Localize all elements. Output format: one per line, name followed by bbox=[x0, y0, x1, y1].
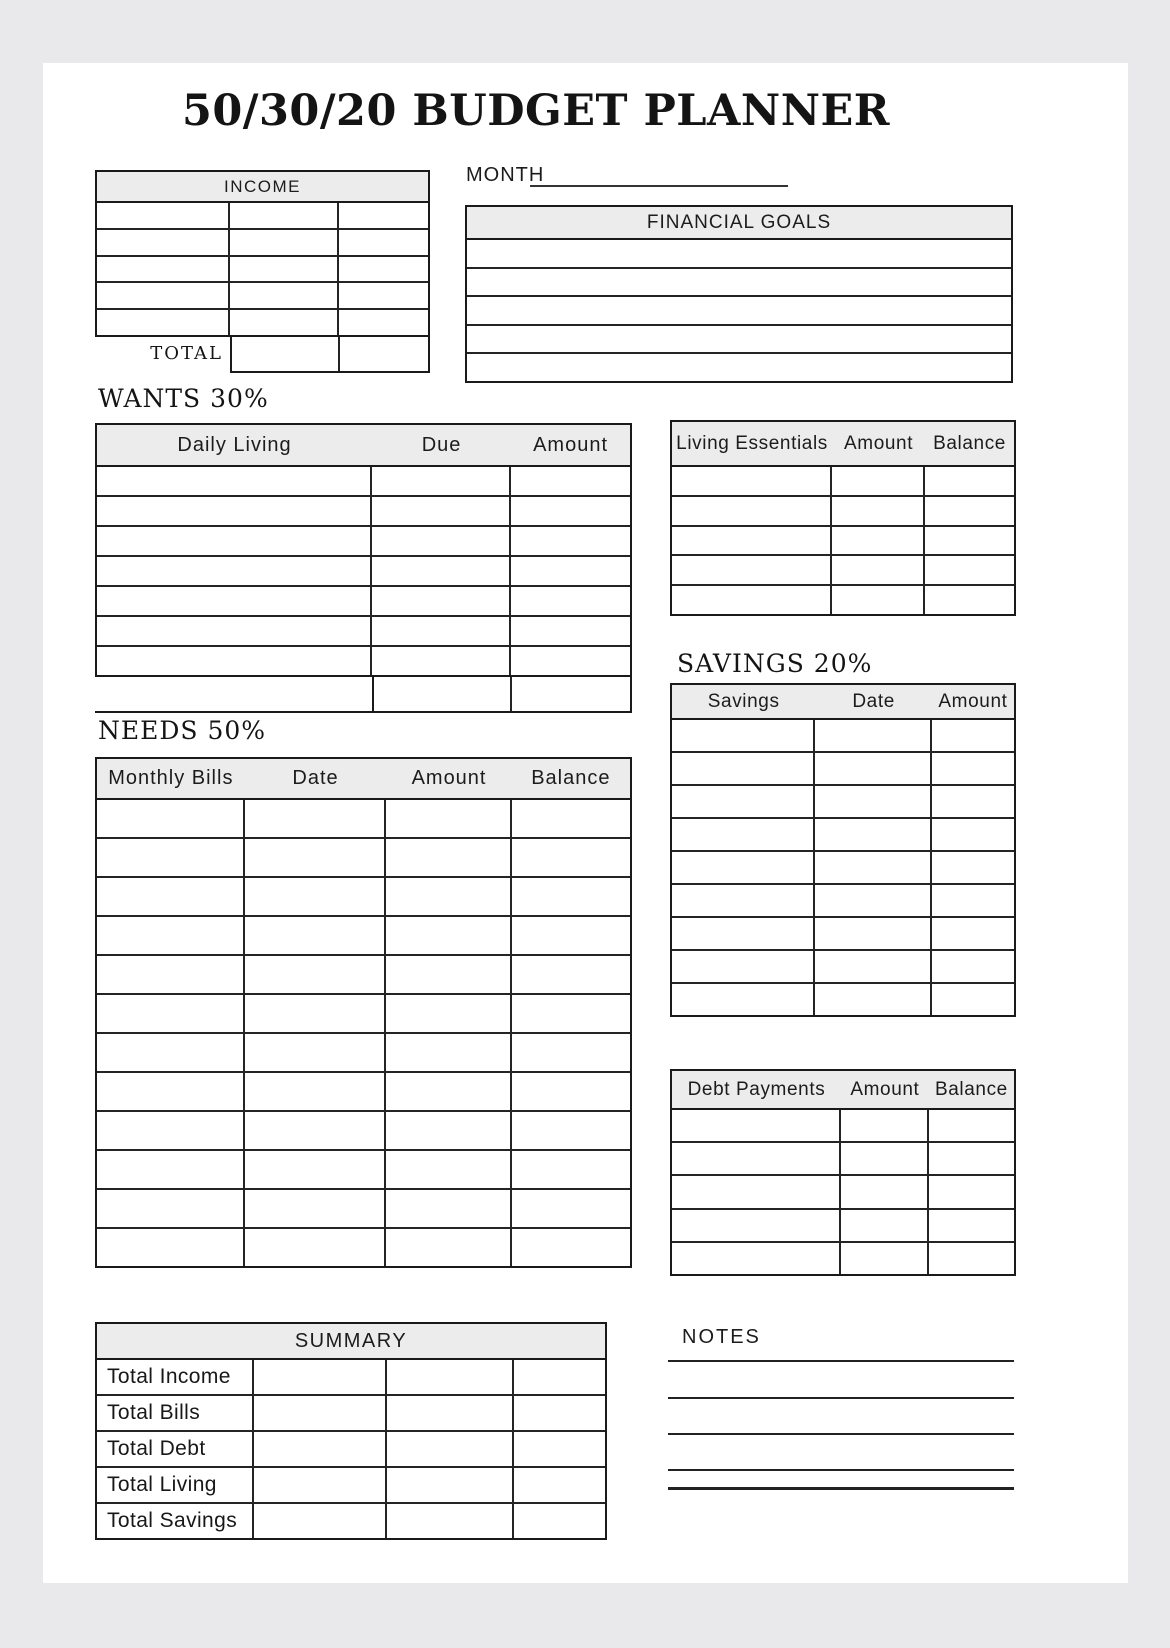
table-cell[interactable] bbox=[387, 1432, 514, 1466]
table-row bbox=[97, 995, 630, 1034]
table-cell[interactable] bbox=[514, 1504, 605, 1538]
table-cell[interactable] bbox=[386, 1112, 511, 1149]
table-row bbox=[97, 839, 630, 878]
table-cell[interactable] bbox=[672, 951, 815, 982]
table-cell[interactable] bbox=[339, 283, 428, 308]
table-cell[interactable] bbox=[374, 677, 512, 711]
table-cell[interactable] bbox=[672, 720, 815, 751]
table-cell[interactable] bbox=[97, 1112, 245, 1149]
column-header-living-essentials: Living Essentials bbox=[676, 432, 828, 454]
column-header-date: Date bbox=[852, 690, 895, 712]
table-cell[interactable] bbox=[672, 1110, 841, 1141]
table-row bbox=[97, 1360, 605, 1396]
table-cell[interactable] bbox=[232, 337, 340, 371]
table-cell[interactable] bbox=[672, 1210, 841, 1241]
column-header-amount: Amount bbox=[533, 433, 609, 456]
table-cell[interactable] bbox=[372, 617, 511, 645]
table-row bbox=[97, 1112, 630, 1151]
table-cell[interactable] bbox=[387, 1468, 514, 1502]
notes-line[interactable] bbox=[668, 1487, 1014, 1490]
savings-table-body bbox=[672, 720, 1014, 1015]
table-cell[interactable] bbox=[245, 800, 387, 837]
goal-row[interactable] bbox=[467, 297, 1011, 326]
table-row bbox=[672, 852, 1014, 885]
table-cell[interactable] bbox=[511, 587, 630, 615]
column-header-balance: Balance bbox=[933, 432, 1006, 454]
table-cell[interactable] bbox=[245, 956, 387, 993]
table-cell[interactable] bbox=[97, 527, 372, 555]
table-cell[interactable] bbox=[512, 1112, 630, 1149]
table-cell[interactable] bbox=[932, 720, 1014, 751]
table-cell[interactable] bbox=[386, 878, 511, 915]
table-cell[interactable] bbox=[97, 1073, 245, 1110]
table-cell[interactable] bbox=[245, 917, 387, 954]
table-cell[interactable] bbox=[97, 497, 372, 525]
table-row bbox=[672, 527, 1014, 557]
goal-row[interactable] bbox=[467, 354, 1011, 381]
table-row bbox=[97, 527, 630, 557]
notes-line[interactable] bbox=[668, 1360, 1014, 1362]
table-cell[interactable] bbox=[340, 337, 428, 371]
table-cell[interactable] bbox=[230, 230, 339, 255]
needs-title: NEEDS 50% bbox=[98, 716, 267, 745]
table-row bbox=[97, 956, 630, 995]
table-cell[interactable] bbox=[672, 1243, 841, 1274]
goal-row[interactable] bbox=[467, 269, 1011, 298]
table-cell[interactable] bbox=[929, 1110, 1014, 1141]
financial-goals-body bbox=[467, 240, 1011, 381]
table-row bbox=[97, 1504, 605, 1538]
column-header-savings: Savings bbox=[707, 690, 780, 712]
income-table bbox=[95, 170, 430, 337]
table-cell[interactable] bbox=[339, 230, 428, 255]
table-cell[interactable] bbox=[245, 839, 387, 876]
table-cell[interactable] bbox=[386, 956, 511, 993]
column-header-due: Due bbox=[421, 433, 462, 456]
table-cell[interactable] bbox=[230, 283, 339, 308]
table-row bbox=[97, 1396, 605, 1432]
notes-label: NOTES bbox=[682, 1326, 761, 1348]
table-cell[interactable] bbox=[97, 956, 245, 993]
table-cell[interactable] bbox=[386, 1034, 511, 1071]
table-cell[interactable] bbox=[672, 885, 815, 916]
debt-payments-header bbox=[672, 1071, 1014, 1110]
wants-total-underline[interactable] bbox=[95, 711, 374, 713]
table-cell[interactable] bbox=[245, 1151, 387, 1188]
month-fill-line[interactable] bbox=[530, 164, 788, 187]
table-cell[interactable] bbox=[932, 753, 1014, 784]
table-cell[interactable] bbox=[511, 467, 630, 495]
table-cell[interactable] bbox=[815, 786, 932, 817]
summary-row-label: Total Living bbox=[97, 1468, 254, 1502]
table-cell[interactable] bbox=[97, 1190, 245, 1227]
table-cell[interactable] bbox=[832, 556, 925, 584]
table-row bbox=[672, 786, 1014, 819]
column-header-daily-living: Daily Living bbox=[177, 433, 292, 456]
table-cell[interactable] bbox=[832, 467, 925, 495]
month-label: MONTH bbox=[466, 164, 545, 186]
notes-line[interactable] bbox=[668, 1433, 1014, 1435]
table-row bbox=[672, 556, 1014, 586]
table-cell[interactable] bbox=[97, 1151, 245, 1188]
table-cell[interactable] bbox=[386, 1151, 511, 1188]
table-row bbox=[97, 1073, 630, 1112]
table-cell[interactable] bbox=[386, 917, 511, 954]
table-cell[interactable] bbox=[672, 527, 832, 555]
table-cell[interactable] bbox=[230, 257, 339, 282]
table-cell[interactable] bbox=[929, 1243, 1014, 1274]
summary-row-label: Total Bills bbox=[97, 1396, 254, 1430]
needs-table bbox=[95, 757, 632, 1268]
table-cell[interactable] bbox=[97, 800, 245, 837]
table-cell[interactable] bbox=[387, 1360, 514, 1394]
table-cell[interactable] bbox=[925, 467, 1014, 495]
column-header-amount: Amount bbox=[844, 432, 914, 454]
table-row bbox=[97, 1229, 630, 1266]
table-cell[interactable] bbox=[372, 647, 511, 675]
table-cell[interactable] bbox=[387, 1504, 514, 1538]
table-cell[interactable] bbox=[97, 467, 372, 495]
column-header-amount: Amount bbox=[411, 767, 487, 789]
table-cell[interactable] bbox=[97, 878, 245, 915]
table-cell[interactable] bbox=[672, 497, 832, 525]
table-row bbox=[97, 1151, 630, 1190]
needs-table-header bbox=[97, 759, 630, 800]
table-cell[interactable] bbox=[672, 586, 832, 614]
table-cell[interactable] bbox=[512, 917, 630, 954]
table-cell[interactable] bbox=[672, 1143, 841, 1174]
table-cell[interactable] bbox=[254, 1360, 387, 1394]
living-essentials-header bbox=[672, 422, 1014, 467]
table-cell[interactable] bbox=[932, 951, 1014, 982]
table-row bbox=[672, 1210, 1014, 1243]
table-row bbox=[97, 283, 428, 310]
table-row bbox=[97, 497, 630, 527]
table-cell[interactable] bbox=[925, 586, 1014, 614]
table-cell[interactable] bbox=[511, 557, 630, 585]
table-cell[interactable] bbox=[925, 497, 1014, 525]
table-row bbox=[672, 753, 1014, 786]
table-cell[interactable] bbox=[512, 1034, 630, 1071]
table-cell[interactable] bbox=[841, 1110, 929, 1141]
table-row bbox=[672, 1143, 1014, 1176]
table-cell[interactable] bbox=[230, 203, 339, 228]
table-cell[interactable] bbox=[97, 557, 372, 585]
table-cell[interactable] bbox=[841, 1210, 929, 1241]
table-cell[interactable] bbox=[929, 1176, 1014, 1207]
table-cell[interactable] bbox=[97, 839, 245, 876]
table-cell[interactable] bbox=[672, 852, 815, 883]
table-cell[interactable] bbox=[512, 839, 630, 876]
table-cell[interactable] bbox=[97, 587, 372, 615]
table-row bbox=[97, 917, 630, 956]
table-row bbox=[672, 951, 1014, 984]
table-cell[interactable] bbox=[372, 527, 511, 555]
income-total-label: TOTAL bbox=[150, 343, 223, 364]
table-cell[interactable] bbox=[925, 527, 1014, 555]
summary-table-body bbox=[97, 1360, 605, 1538]
table-cell[interactable] bbox=[386, 1190, 511, 1227]
debt-payments-body bbox=[672, 1110, 1014, 1274]
table-row bbox=[672, 497, 1014, 527]
table-cell[interactable] bbox=[254, 1432, 387, 1466]
table-cell[interactable] bbox=[929, 1210, 1014, 1241]
wants-table bbox=[95, 423, 632, 677]
table-cell[interactable] bbox=[97, 203, 230, 228]
table-row bbox=[672, 984, 1014, 1015]
savings-title: SAVINGS 20% bbox=[677, 649, 873, 678]
table-cell[interactable] bbox=[245, 1034, 387, 1071]
table-cell[interactable] bbox=[815, 951, 932, 982]
table-cell[interactable] bbox=[230, 310, 339, 335]
table-cell[interactable] bbox=[512, 1151, 630, 1188]
table-cell[interactable] bbox=[512, 1190, 630, 1227]
financial-goals-table bbox=[465, 205, 1013, 383]
table-cell[interactable] bbox=[672, 786, 815, 817]
table-cell[interactable] bbox=[672, 918, 815, 949]
table-cell[interactable] bbox=[254, 1468, 387, 1502]
table-cell[interactable] bbox=[815, 984, 932, 1015]
table-cell[interactable] bbox=[925, 556, 1014, 584]
table-row bbox=[672, 885, 1014, 918]
table-cell[interactable] bbox=[841, 1243, 929, 1274]
column-header-date: Date bbox=[292, 767, 339, 789]
table-row bbox=[672, 918, 1014, 951]
summary-row-label: Total Savings bbox=[97, 1504, 254, 1538]
table-cell[interactable] bbox=[97, 230, 230, 255]
table-cell[interactable] bbox=[832, 497, 925, 525]
table-cell[interactable] bbox=[841, 1143, 929, 1174]
table-cell[interactable] bbox=[815, 918, 932, 949]
table-cell[interactable] bbox=[512, 1229, 630, 1266]
table-cell[interactable] bbox=[832, 527, 925, 555]
wants-table-header bbox=[97, 425, 630, 467]
table-cell[interactable] bbox=[97, 617, 372, 645]
table-cell[interactable] bbox=[372, 557, 511, 585]
table-row bbox=[97, 1034, 630, 1073]
wants-table-body bbox=[97, 467, 630, 675]
table-cell[interactable] bbox=[932, 786, 1014, 817]
table-cell[interactable] bbox=[97, 1229, 245, 1266]
table-cell[interactable] bbox=[514, 1360, 605, 1394]
table-row bbox=[97, 257, 428, 284]
table-cell[interactable] bbox=[815, 720, 932, 751]
table-cell[interactable] bbox=[372, 497, 511, 525]
table-row bbox=[97, 1190, 630, 1229]
column-header-balance: Balance bbox=[531, 767, 611, 789]
table-row bbox=[97, 617, 630, 647]
savings-table bbox=[670, 683, 1016, 1017]
table-cell[interactable] bbox=[932, 852, 1014, 883]
table-cell[interactable] bbox=[512, 800, 630, 837]
table-row bbox=[672, 1110, 1014, 1143]
table-cell[interactable] bbox=[512, 677, 630, 711]
table-row bbox=[97, 878, 630, 917]
table-cell[interactable] bbox=[339, 203, 428, 228]
table-cell[interactable] bbox=[932, 984, 1014, 1015]
table-row bbox=[97, 1432, 605, 1468]
table-cell[interactable] bbox=[97, 995, 245, 1032]
table-row bbox=[97, 310, 428, 335]
table-cell[interactable] bbox=[672, 467, 832, 495]
table-cell[interactable] bbox=[97, 257, 230, 282]
table-cell[interactable] bbox=[386, 1073, 511, 1110]
table-cell[interactable] bbox=[841, 1176, 929, 1207]
table-cell[interactable] bbox=[932, 885, 1014, 916]
table-cell[interactable] bbox=[97, 917, 245, 954]
table-row bbox=[672, 720, 1014, 753]
table-cell[interactable] bbox=[512, 995, 630, 1032]
table-cell[interactable] bbox=[514, 1468, 605, 1502]
column-header-monthly-bills: Monthly Bills bbox=[108, 767, 234, 789]
table-cell[interactable] bbox=[245, 878, 387, 915]
table-cell[interactable] bbox=[932, 918, 1014, 949]
needs-table-body bbox=[97, 800, 630, 1266]
column-header-amount: Amount bbox=[850, 1078, 920, 1100]
table-cell[interactable] bbox=[339, 310, 428, 335]
table-row bbox=[97, 203, 428, 230]
income-header-label: INCOME bbox=[224, 176, 301, 196]
table-cell[interactable] bbox=[511, 647, 630, 675]
table-cell[interactable] bbox=[254, 1396, 387, 1430]
table-cell[interactable] bbox=[339, 257, 428, 282]
table-cell[interactable] bbox=[672, 556, 832, 584]
table-cell[interactable] bbox=[815, 885, 932, 916]
table-row bbox=[97, 1468, 605, 1504]
financial-goals-header bbox=[467, 207, 1011, 240]
financial-goals-header-label: FINANCIAL GOALS bbox=[646, 211, 832, 233]
wants-title: WANTS 30% bbox=[98, 384, 269, 413]
table-cell[interactable] bbox=[832, 586, 925, 614]
table-cell[interactable] bbox=[672, 819, 815, 850]
table-row bbox=[97, 467, 630, 497]
table-cell[interactable] bbox=[672, 1176, 841, 1207]
table-cell[interactable] bbox=[97, 310, 230, 335]
table-cell[interactable] bbox=[672, 753, 815, 784]
income-table-body bbox=[97, 203, 428, 335]
summary-row-label: Total Debt bbox=[97, 1432, 254, 1466]
table-cell[interactable] bbox=[386, 995, 511, 1032]
summary-row-label: Total Income bbox=[97, 1360, 254, 1394]
table-row bbox=[672, 1176, 1014, 1209]
table-cell[interactable] bbox=[97, 1034, 245, 1071]
wants-total-row bbox=[372, 677, 632, 713]
table-cell[interactable] bbox=[512, 878, 630, 915]
table-cell[interactable] bbox=[511, 617, 630, 645]
table-row bbox=[97, 557, 630, 587]
table-cell[interactable] bbox=[512, 956, 630, 993]
table-cell[interactable] bbox=[932, 819, 1014, 850]
income-table-header bbox=[97, 172, 428, 203]
table-cell[interactable] bbox=[386, 800, 511, 837]
table-cell[interactable] bbox=[387, 1396, 514, 1430]
table-cell[interactable] bbox=[245, 1073, 387, 1110]
table-cell[interactable] bbox=[672, 984, 815, 1015]
table-row bbox=[672, 467, 1014, 497]
table-cell[interactable] bbox=[815, 852, 932, 883]
column-header-balance: Balance bbox=[934, 1078, 1008, 1100]
living-essentials-table bbox=[670, 420, 1016, 616]
summary-table-header bbox=[97, 1324, 605, 1360]
table-cell[interactable] bbox=[245, 1190, 387, 1227]
table-cell[interactable] bbox=[245, 1229, 387, 1266]
table-cell[interactable] bbox=[254, 1504, 387, 1538]
table-cell[interactable] bbox=[929, 1143, 1014, 1174]
income-total-row bbox=[230, 337, 430, 373]
table-cell[interactable] bbox=[386, 839, 511, 876]
notes-line[interactable] bbox=[668, 1469, 1014, 1471]
table-cell[interactable] bbox=[512, 1073, 630, 1110]
column-header-amount: Amount bbox=[938, 690, 1008, 712]
table-cell[interactable] bbox=[372, 587, 511, 615]
table-row bbox=[97, 230, 428, 257]
summary-header-label: SUMMARY bbox=[294, 1329, 408, 1352]
living-essentials-body bbox=[672, 467, 1014, 614]
summary-table bbox=[95, 1322, 607, 1540]
table-cell[interactable] bbox=[97, 283, 230, 308]
table-cell[interactable] bbox=[514, 1396, 605, 1430]
page-title: 50/30/20 BUDGET PLANNER bbox=[181, 86, 891, 136]
table-cell[interactable] bbox=[97, 647, 372, 675]
column-header-debt-payments: Debt Payments bbox=[687, 1078, 826, 1100]
goal-row[interactable] bbox=[467, 240, 1011, 269]
table-cell[interactable] bbox=[815, 753, 932, 784]
table-cell[interactable] bbox=[372, 467, 511, 495]
table-cell[interactable] bbox=[386, 1229, 511, 1266]
table-row bbox=[97, 587, 630, 617]
table-cell[interactable] bbox=[815, 819, 932, 850]
table-row bbox=[97, 800, 630, 839]
table-row bbox=[97, 647, 630, 675]
table-cell[interactable] bbox=[245, 1112, 387, 1149]
notes-line[interactable] bbox=[668, 1397, 1014, 1399]
table-cell[interactable] bbox=[511, 527, 630, 555]
table-row bbox=[672, 1243, 1014, 1274]
table-row bbox=[672, 586, 1014, 614]
savings-table-header bbox=[672, 685, 1014, 720]
goal-row[interactable] bbox=[467, 326, 1011, 355]
table-cell[interactable] bbox=[511, 497, 630, 525]
table-cell[interactable] bbox=[245, 995, 387, 1032]
table-cell[interactable] bbox=[514, 1432, 605, 1466]
table-row bbox=[672, 819, 1014, 852]
debt-payments-table bbox=[670, 1069, 1016, 1276]
